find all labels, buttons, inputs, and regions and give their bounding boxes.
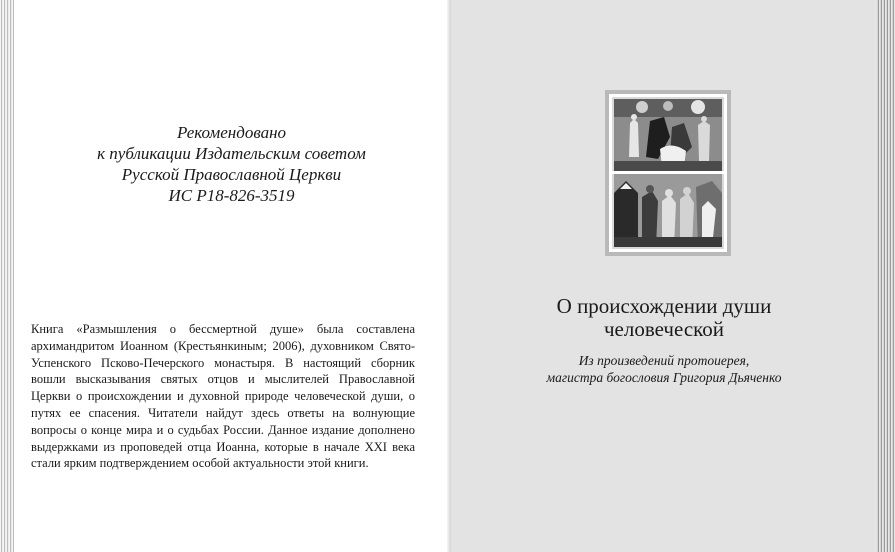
book-annotation: Книга «Размышления о бессмертной душе» была составлена архимандритом Иоанном (Крестьянкиным; 2006), духовником Свято-Успенского Псково-Печерского монастыря. В настоящий сборник вошли высказывания святых отцов и мыслителей Православной Церкви о происхождении и духовной природе человеческой души, о путях ее спасения. Читатели найдут здесь ответы на волнующие вопросы о конце мира и о судьбах России. Данное издание дополнено выдержками из проповедей отца Иоанна, которые в начале XXI века стали ярким подтверждением особой актуальности этой книги. (31, 322, 415, 471)
book-subtitle (451, 352, 877, 386)
book-title-line: О происхождении души (556, 294, 772, 318)
recommendation-line: Рекомендовано (176, 123, 287, 142)
book-title (451, 295, 877, 341)
right-page (451, 0, 877, 552)
orthodox-icon-illustration (612, 97, 724, 249)
recommendation-line: Русской Православной Церкви (121, 165, 342, 184)
book-title-line: человеческой (603, 317, 725, 341)
publication-recommendation (14, 122, 449, 206)
icon-illustration-frame (605, 90, 731, 256)
book-subtitle-line: Из произведений протоиерея, (578, 353, 750, 368)
left-page-edges (0, 0, 14, 552)
recommendation-line: к публикации Издательским советом (97, 144, 366, 163)
left-page (14, 0, 449, 552)
recommendation-code: ИС Р18-826-3519 (168, 186, 295, 205)
book-subtitle-line: магистра богословия Григория Дьяченко (546, 370, 782, 385)
right-page-edges (877, 0, 895, 552)
